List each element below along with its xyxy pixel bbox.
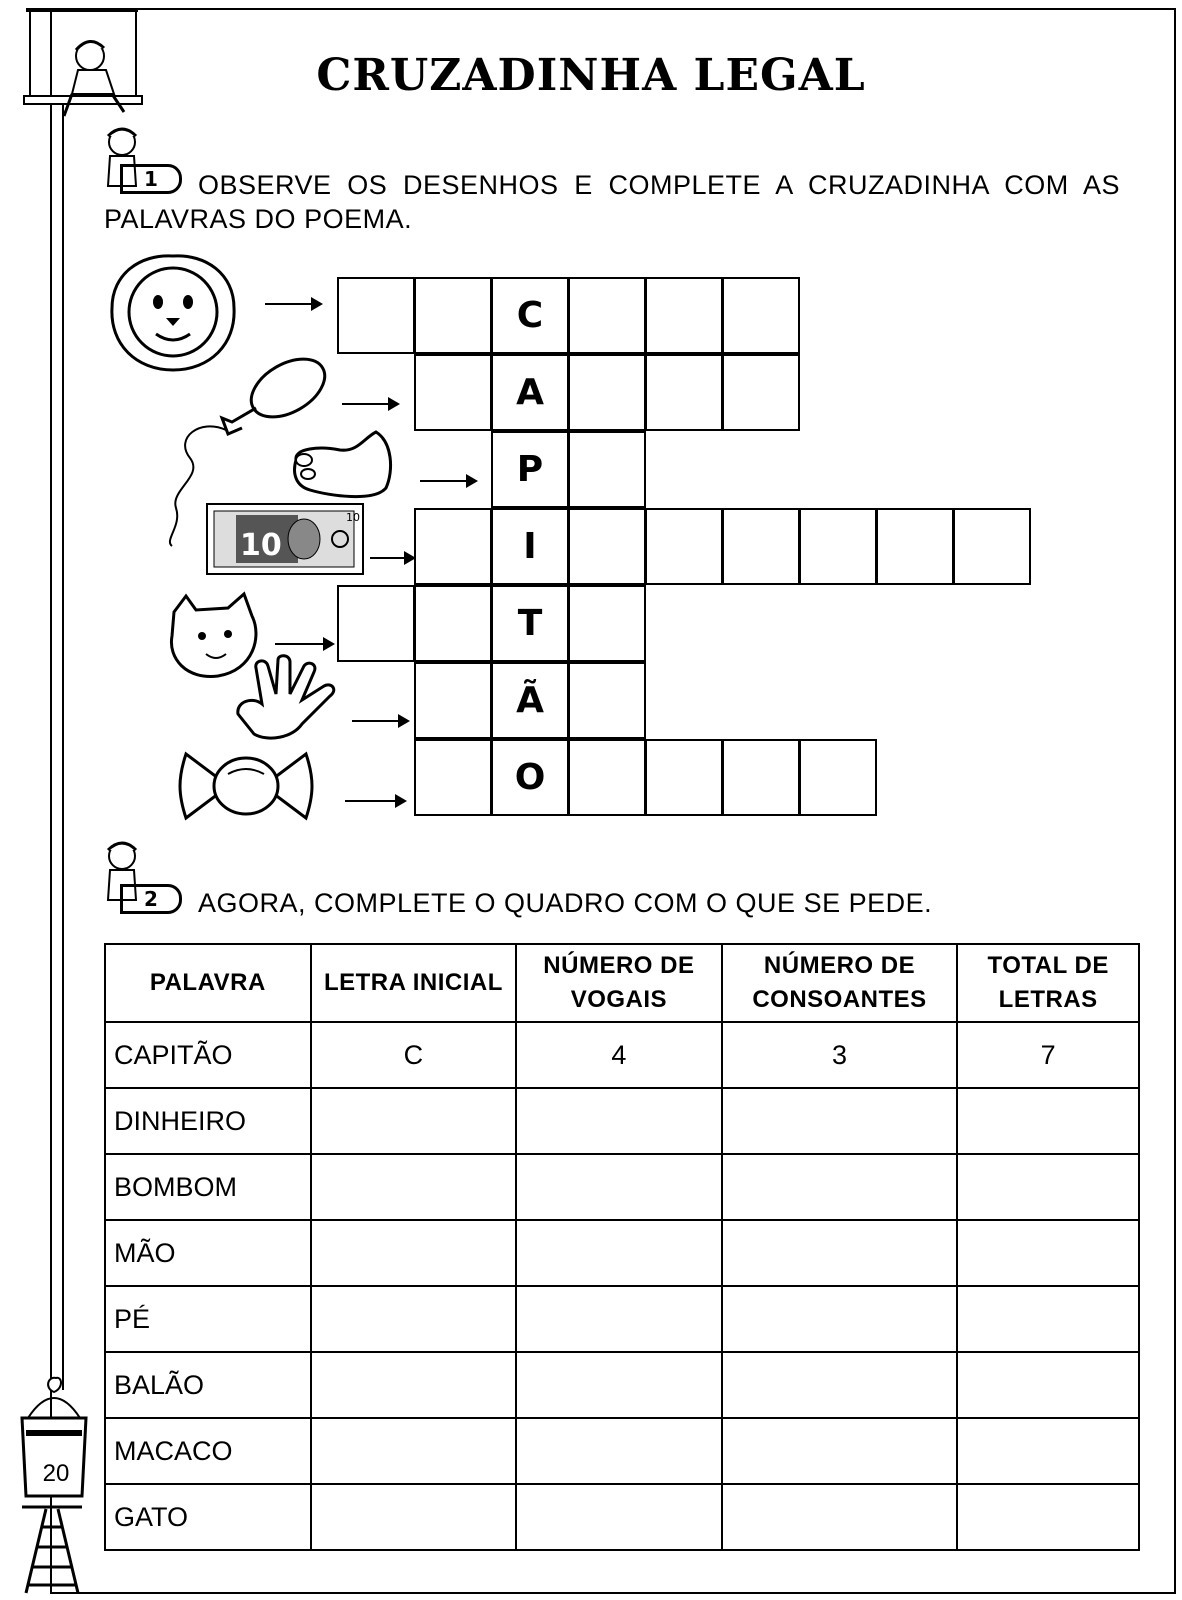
- answer-cell[interactable]: [722, 1352, 958, 1418]
- header-numero-consoantes: NÚMERO DE CONSOANTES: [722, 944, 958, 1022]
- foot-icon: [290, 430, 400, 500]
- answer-cell[interactable]: [311, 1220, 516, 1286]
- header-numero-vogais: NÚMERO DE VOGAIS: [516, 944, 722, 1022]
- answer-cell[interactable]: [957, 1220, 1139, 1286]
- crossword-cell[interactable]: [568, 354, 646, 431]
- word-cell: CAPITÃO: [105, 1022, 311, 1088]
- answer-cell[interactable]: [311, 1154, 516, 1220]
- table-row: [105, 1022, 1139, 1088]
- arrow-icon: [420, 480, 476, 482]
- answer-cell[interactable]: [722, 1286, 958, 1352]
- crossword-cell[interactable]: [876, 508, 954, 585]
- candy-icon: [178, 748, 314, 822]
- arrow-icon: [265, 303, 321, 305]
- word-cell: BALÃO: [105, 1352, 311, 1418]
- ladder-icon: [22, 1505, 82, 1595]
- answer-cell: 4: [516, 1022, 722, 1088]
- arrow-icon: [275, 643, 333, 645]
- crossword-cell[interactable]: [799, 508, 877, 585]
- table-row: [105, 1088, 1139, 1154]
- header-total-letras: TOTAL DE LETRAS: [957, 944, 1139, 1022]
- crossword-cell[interactable]: [568, 585, 646, 662]
- answer-cell[interactable]: [957, 1352, 1139, 1418]
- answer-cell[interactable]: [311, 1352, 516, 1418]
- crossword-cell[interactable]: [568, 739, 646, 816]
- crossword-cell[interactable]: [337, 585, 415, 662]
- crossword-letter-cell: O: [491, 739, 569, 816]
- answer-cell[interactable]: [516, 1220, 722, 1286]
- header-palavra: PALAVRA: [105, 944, 311, 1022]
- word-cell: GATO: [105, 1484, 311, 1550]
- answer-cell: C: [311, 1022, 516, 1088]
- lion-icon: [106, 252, 240, 372]
- page-title: CRUZADINHA LEGAL: [316, 50, 866, 101]
- word-cell: MACACO: [105, 1418, 311, 1484]
- crossword-cell[interactable]: [568, 508, 646, 585]
- answer-cell[interactable]: [516, 1484, 722, 1550]
- hand-icon: [232, 654, 342, 748]
- arrow-icon: [342, 403, 398, 405]
- answer-cell[interactable]: [311, 1484, 516, 1550]
- answer-cell: 7: [957, 1022, 1139, 1088]
- answer-cell[interactable]: [722, 1220, 958, 1286]
- crossword-cell[interactable]: [722, 354, 800, 431]
- crossword-cell[interactable]: [568, 277, 646, 354]
- header-letra-inicial: LETRA INICIAL: [311, 944, 516, 1022]
- crossword-cell[interactable]: [645, 277, 723, 354]
- crossword-letter-cell: Ã: [491, 662, 569, 739]
- answer-cell[interactable]: [722, 1484, 958, 1550]
- crossword-letter-cell: C: [491, 277, 569, 354]
- answer-cell[interactable]: [311, 1286, 516, 1352]
- answer-cell[interactable]: [957, 1088, 1139, 1154]
- answer-cell[interactable]: [516, 1154, 722, 1220]
- crossword-letter-cell: A: [491, 354, 569, 431]
- question-2-number: 2: [120, 884, 182, 914]
- word-cell: DINHEIRO: [105, 1088, 311, 1154]
- question-2-text: AGORA, COMPLETE O QUADRO COM O QUE SE PEDE.: [198, 888, 933, 918]
- word-cell: BOMBOM: [105, 1154, 311, 1220]
- crossword-letter-cell: I: [491, 508, 569, 585]
- word-cell: PÉ: [105, 1286, 311, 1352]
- table-header-row: [105, 944, 1139, 1022]
- crossword-cell[interactable]: [568, 662, 646, 739]
- table-row: [105, 1352, 1139, 1418]
- answer-cell[interactable]: [722, 1088, 958, 1154]
- crossword-cell[interactable]: [645, 739, 723, 816]
- crossword-cell[interactable]: [722, 508, 800, 585]
- answer-cell[interactable]: [311, 1418, 516, 1484]
- crossword-cell[interactable]: [414, 508, 492, 585]
- table-row: [105, 1154, 1139, 1220]
- crossword-cell[interactable]: [722, 277, 800, 354]
- question-1-text: OBSERVE OS DESENHOS E COMPLETE A CRUZADINHA COM AS PALAVRAS DO POEMA.: [104, 170, 1120, 234]
- answer-cell[interactable]: [516, 1286, 722, 1352]
- answer-cell[interactable]: [311, 1088, 516, 1154]
- crossword-cell[interactable]: [414, 662, 492, 739]
- banknote-icon: [206, 503, 364, 575]
- banknote-value-large: 10: [240, 528, 282, 563]
- table-row: [105, 1418, 1139, 1484]
- banknote-value: 10: [346, 511, 360, 524]
- answer-cell[interactable]: [516, 1418, 722, 1484]
- answer-cell[interactable]: [722, 1154, 958, 1220]
- table-row: [105, 1220, 1139, 1286]
- question-1-number: 1: [120, 164, 182, 194]
- crossword-cell[interactable]: [414, 585, 492, 662]
- page-number: 20: [42, 1460, 70, 1487]
- word-table: [104, 943, 1140, 1551]
- answer-cell[interactable]: [516, 1352, 722, 1418]
- crossword-letter-cell: P: [491, 431, 569, 508]
- table-row: [105, 1286, 1139, 1352]
- crossword-cell[interactable]: [799, 739, 877, 816]
- crossword-cell[interactable]: [722, 739, 800, 816]
- arrow-icon: [370, 557, 414, 559]
- answer-cell[interactable]: [516, 1088, 722, 1154]
- crossword-cell[interactable]: [414, 277, 492, 354]
- answer-cell[interactable]: [957, 1484, 1139, 1550]
- arrow-icon: [352, 720, 408, 722]
- crossword-letter-cell: T: [491, 585, 569, 662]
- crossword-cell[interactable]: [414, 354, 492, 431]
- answer-cell[interactable]: [722, 1418, 958, 1484]
- crossword-cell[interactable]: [645, 508, 723, 585]
- rope-line: [62, 100, 68, 1390]
- crossword-cell[interactable]: [568, 431, 646, 508]
- arrow-icon: [345, 800, 405, 802]
- answer-cell[interactable]: [957, 1286, 1139, 1352]
- word-cell: MÃO: [105, 1220, 311, 1286]
- table-row: [105, 1484, 1139, 1550]
- answer-cell[interactable]: [957, 1154, 1139, 1220]
- crossword-cell[interactable]: [645, 354, 723, 431]
- crossword-cell[interactable]: [414, 739, 492, 816]
- crossword-cell[interactable]: [953, 508, 1031, 585]
- answer-cell[interactable]: [957, 1418, 1139, 1484]
- crossword-cell[interactable]: [337, 277, 415, 354]
- answer-cell: 3: [722, 1022, 958, 1088]
